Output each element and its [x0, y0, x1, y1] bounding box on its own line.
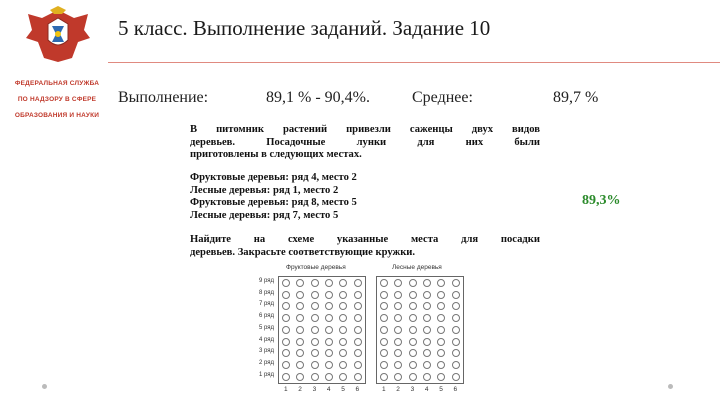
column-number: 5 — [439, 386, 443, 393]
planting-hole[interactable] — [354, 338, 362, 346]
planting-hole[interactable] — [325, 338, 333, 346]
row-label: 9 ряд — [258, 278, 274, 284]
planting-hole[interactable] — [339, 373, 347, 381]
planting-hole[interactable] — [423, 338, 431, 346]
planting-hole[interactable] — [409, 291, 417, 299]
average-label: Среднее: — [412, 89, 473, 106]
planting-hole[interactable] — [296, 349, 304, 357]
planting-hole[interactable] — [409, 326, 417, 334]
planting-hole[interactable] — [311, 349, 319, 357]
planting-hole[interactable] — [409, 338, 417, 346]
planting-hole[interactable] — [311, 361, 319, 369]
planting-hole[interactable] — [394, 314, 402, 322]
row-label: 3 ряд — [258, 348, 274, 355]
planting-hole[interactable] — [354, 279, 362, 287]
planting-hole[interactable] — [452, 373, 460, 381]
planting-hole[interactable] — [380, 373, 388, 381]
planting-hole[interactable] — [380, 279, 388, 287]
planting-hole[interactable] — [423, 373, 431, 381]
task-places — [190, 172, 540, 222]
planting-hole[interactable] — [437, 349, 445, 357]
planting-hole[interactable] — [311, 279, 319, 287]
place-line: Лесные деревья: ряд 1, место 2 — [190, 184, 339, 196]
planting-hole[interactable] — [282, 314, 290, 322]
task-intro-line: приготовлены в следующих местах. — [190, 149, 362, 160]
planting-hole[interactable] — [452, 291, 460, 299]
planting-hole[interactable] — [409, 302, 417, 310]
average-value: 89,7 % — [553, 89, 599, 106]
instruction-line: Найдите на схеме указанные места для посадки — [190, 234, 540, 245]
planting-hole[interactable] — [437, 326, 445, 334]
planting-hole[interactable] — [339, 279, 347, 287]
place-line: Фруктовые деревья: ряд 8, место 5 — [190, 197, 357, 208]
slide-dot-right — [668, 384, 673, 389]
planting-hole[interactable] — [296, 302, 304, 310]
planting-hole[interactable] — [325, 302, 333, 310]
planting-hole[interactable] — [339, 349, 347, 357]
planting-hole[interactable] — [394, 326, 402, 334]
row-label: 4 ряд — [258, 336, 274, 343]
planting-hole[interactable] — [423, 361, 431, 369]
planting-hole[interactable] — [325, 326, 333, 334]
column-number: 5 — [341, 386, 345, 393]
slide-dot-left — [42, 384, 47, 389]
planting-hole[interactable] — [311, 314, 319, 322]
planting-hole[interactable] — [296, 279, 304, 287]
planting-hole[interactable] — [423, 279, 431, 287]
planting-hole[interactable] — [394, 291, 402, 299]
planting-hole[interactable] — [296, 361, 304, 369]
planting-hole[interactable] — [423, 291, 431, 299]
planting-hole[interactable] — [394, 279, 402, 287]
planting-hole[interactable] — [380, 349, 388, 357]
planting-hole[interactable] — [296, 338, 304, 346]
column-number: 1 — [382, 386, 386, 393]
planting-hole[interactable] — [354, 349, 362, 357]
planting-hole[interactable] — [282, 338, 290, 346]
column-number: 3 — [312, 386, 317, 393]
planting-hole[interactable] — [311, 338, 319, 346]
planting-hole[interactable] — [296, 326, 304, 334]
place-line: Лесные деревья: ряд 7, место 5 — [190, 209, 339, 221]
planting-hole[interactable] — [282, 279, 290, 287]
planting-hole[interactable] — [437, 373, 445, 381]
planting-hole[interactable] — [339, 314, 347, 322]
planting-hole[interactable] — [339, 361, 347, 369]
planting-hole[interactable] — [394, 373, 402, 381]
grid-forest-trees — [376, 276, 464, 384]
planting-hole[interactable] — [380, 338, 388, 346]
planting-hole[interactable] — [296, 314, 304, 322]
planting-hole[interactable] — [325, 373, 333, 381]
planting-hole[interactable] — [325, 291, 333, 299]
planting-hole[interactable] — [423, 314, 431, 322]
task-intro-line: В питомник растений привезли саженцы двух видов — [190, 124, 540, 135]
planting-hole[interactable] — [452, 361, 460, 369]
planting-hole[interactable] — [354, 361, 362, 369]
planting-hole[interactable] — [380, 302, 388, 310]
planting-hole[interactable] — [394, 349, 402, 357]
planting-hole[interactable] — [380, 314, 388, 322]
planting-hole[interactable] — [452, 302, 460, 310]
emblem-logo — [22, 4, 94, 68]
row-label: 2 ряд — [258, 359, 274, 366]
highlight-percent: 89,3% — [582, 193, 621, 208]
planting-hole[interactable] — [423, 349, 431, 357]
column-number: 6 — [453, 386, 458, 393]
planting-hole[interactable] — [409, 349, 417, 357]
planting-hole[interactable] — [311, 326, 319, 334]
column-number: 2 — [298, 386, 302, 393]
planting-hole[interactable] — [339, 291, 347, 299]
planting-hole[interactable] — [437, 279, 445, 287]
planting-hole[interactable] — [354, 291, 362, 299]
planting-hole[interactable] — [394, 361, 402, 369]
planting-hole[interactable] — [325, 279, 333, 287]
sidebar — [0, 0, 108, 405]
planting-hole[interactable] — [409, 373, 417, 381]
planting-hole[interactable] — [452, 349, 460, 357]
row-label: 1 ряд — [258, 371, 274, 378]
planting-hole[interactable] — [437, 361, 445, 369]
row-label: 7 ряд — [258, 301, 274, 308]
planting-hole[interactable] — [380, 326, 388, 334]
planting-hole[interactable] — [311, 373, 319, 381]
slide-title: 5 класс. Выполнение заданий. Задание 10 — [118, 16, 491, 40]
planting-hole[interactable] — [423, 302, 431, 310]
column-number: 2 — [396, 386, 400, 393]
scheme-left-title: Фруктовые деревья — [286, 264, 346, 271]
planting-hole[interactable] — [325, 361, 333, 369]
planting-hole[interactable] — [354, 302, 362, 310]
planting-hole[interactable] — [452, 314, 460, 322]
planting-hole[interactable] — [282, 326, 290, 334]
planting-hole[interactable] — [282, 361, 290, 369]
title-divider — [108, 62, 720, 63]
task-instruction — [190, 234, 540, 259]
planting-hole[interactable] — [452, 326, 460, 334]
planting-hole[interactable] — [437, 338, 445, 346]
planting-hole[interactable] — [296, 373, 304, 381]
planting-hole[interactable] — [354, 373, 362, 381]
planting-hole[interactable] — [325, 314, 333, 322]
task-intro — [190, 124, 540, 162]
column-number: 4 — [326, 386, 331, 393]
planting-hole[interactable] — [311, 302, 319, 310]
planting-hole[interactable] — [423, 326, 431, 334]
planting-hole[interactable] — [409, 361, 417, 369]
completion-label: Выполнение: — [118, 89, 209, 106]
planting-hole[interactable] — [339, 338, 347, 346]
instruction-line: деревьев. Закрасьте соответствующие кружки. — [190, 246, 416, 258]
planting-hole[interactable] — [339, 326, 347, 334]
planting-hole[interactable] — [339, 302, 347, 310]
task-intro-line: деревьев. Посадочные лунки для них были — [190, 136, 540, 148]
planting-hole[interactable] — [354, 326, 362, 334]
planting-hole[interactable] — [354, 314, 362, 322]
completion-range: 89,1 % - 90,4%. — [266, 89, 370, 106]
planting-hole[interactable] — [437, 302, 445, 310]
row-label: 5 ряд — [258, 324, 274, 331]
column-number: 1 — [284, 386, 288, 393]
planting-hole[interactable] — [282, 302, 290, 310]
planting-hole[interactable] — [394, 302, 402, 310]
planting-hole[interactable] — [452, 338, 460, 346]
scheme-right-title: Лесные деревья — [392, 264, 442, 271]
row-label: 6 ряд — [258, 313, 274, 320]
planting-hole[interactable] — [282, 349, 290, 357]
grid-fruit-trees — [278, 276, 366, 384]
planting-hole[interactable] — [409, 314, 417, 322]
planting-hole[interactable] — [437, 291, 445, 299]
column-number: 3 — [410, 386, 415, 393]
column-number: 6 — [355, 386, 360, 393]
planting-hole[interactable] — [282, 373, 290, 381]
planting-hole[interactable] — [380, 361, 388, 369]
planting-hole[interactable] — [282, 291, 290, 299]
planting-hole[interactable] — [296, 291, 304, 299]
planting-hole[interactable] — [437, 314, 445, 322]
place-line: Фруктовые деревья: ряд 4, место 2 — [190, 172, 357, 183]
planting-hole[interactable] — [409, 279, 417, 287]
planting-hole[interactable] — [311, 291, 319, 299]
planting-hole[interactable] — [325, 349, 333, 357]
organization-name: ФЕДЕРАЛЬНАЯ СЛУЖБА ПО НАДЗОРУ В СФЕРЕ ОБРАЗОВАНИЯ И НАУКИ — [14, 80, 100, 119]
row-label: 8 ряд — [258, 289, 274, 296]
planting-hole[interactable] — [380, 291, 388, 299]
column-number: 4 — [424, 386, 429, 393]
planting-hole[interactable] — [452, 279, 460, 287]
planting-hole[interactable] — [394, 338, 402, 346]
